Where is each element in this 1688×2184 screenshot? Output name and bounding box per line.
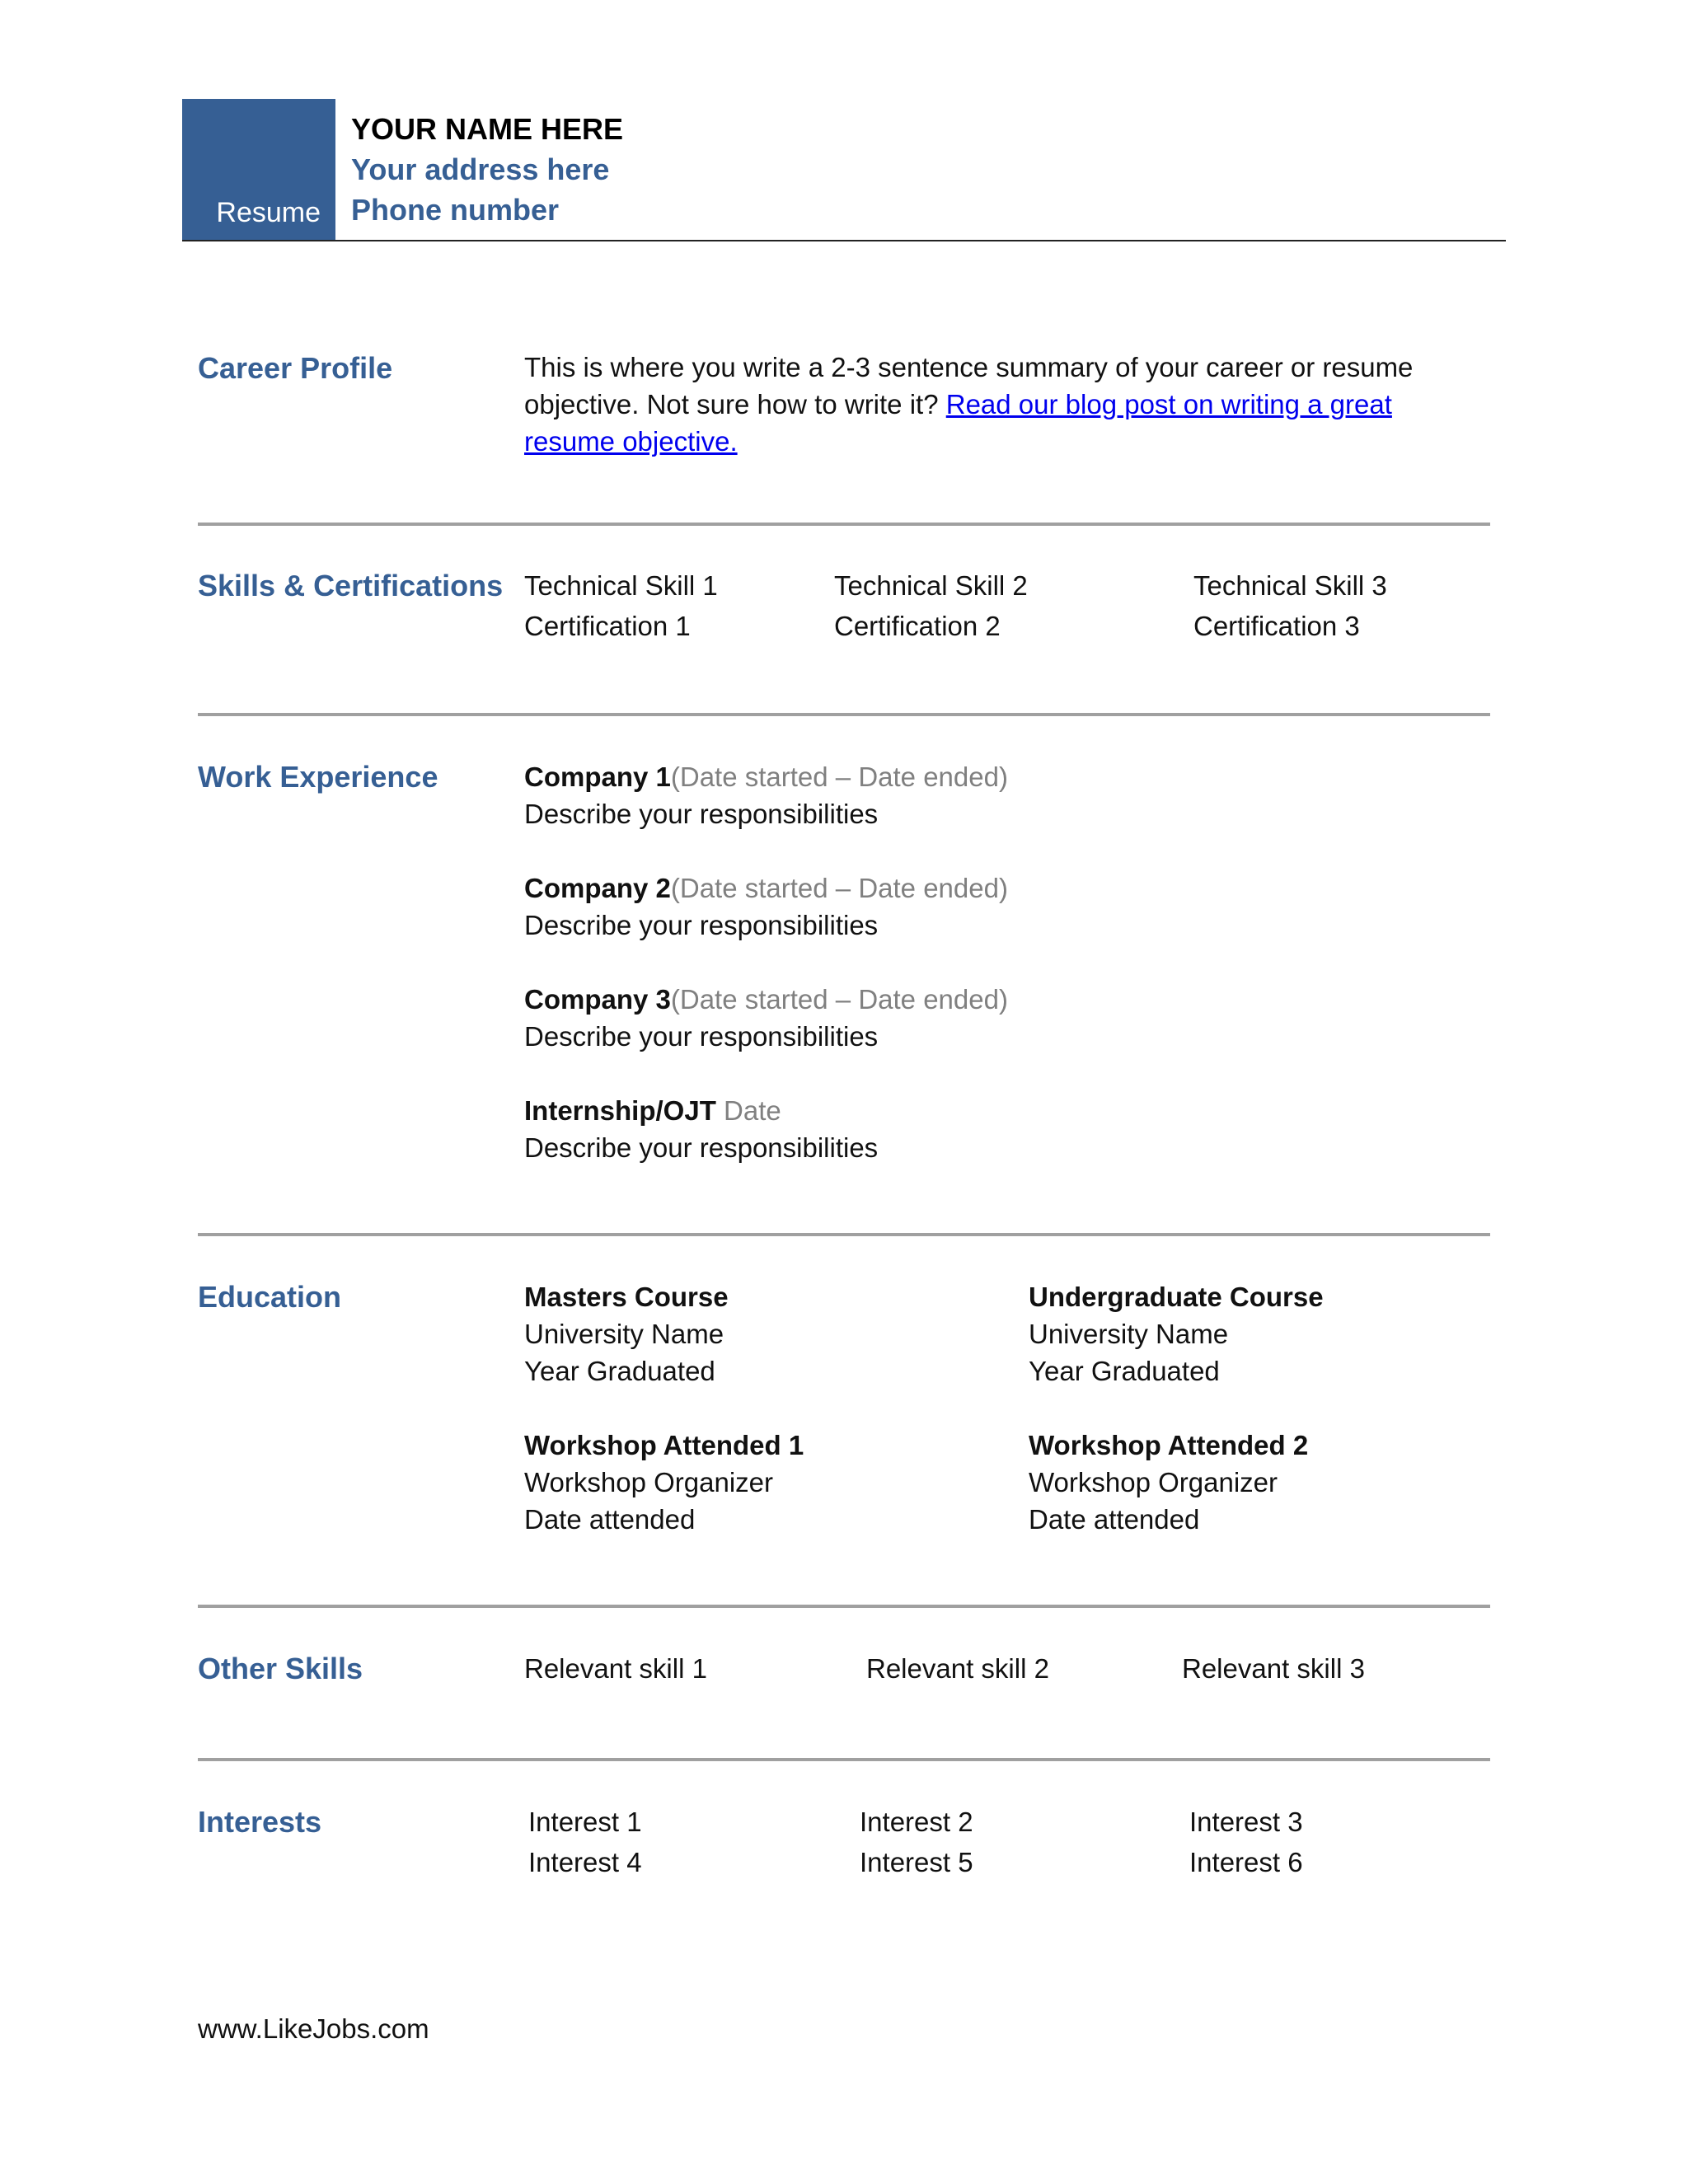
education-detail: Year Graduated — [1029, 1356, 1220, 1386]
career-profile-line-2 — [524, 386, 1392, 423]
career-profile-line-3 — [524, 423, 738, 460]
interest-item: Interest 1 — [528, 1807, 642, 1837]
blog-post-link[interactable]: Read our blog post on writing a great — [945, 389, 1392, 419]
certification-item: Certification 3 — [1193, 611, 1360, 641]
work-dates: (Date started – Date ended) — [670, 873, 1008, 903]
section-label-interests: Interests — [198, 1805, 322, 1839]
interest-item: Interest 3 — [1189, 1807, 1303, 1837]
work-dates: (Date started – Date ended) — [670, 984, 1008, 1015]
section-divider — [198, 713, 1490, 716]
other-skill-item: Relevant skill 3 — [1182, 1653, 1365, 1684]
company-name: Company 2 — [524, 873, 671, 903]
career-profile-text: objective. Not sure how to write it? — [524, 389, 946, 419]
interest-item: Interest 6 — [1189, 1847, 1303, 1877]
skill-item: Technical Skill 2 — [834, 570, 1028, 601]
education-detail: Date attended — [524, 1504, 696, 1535]
section-divider — [198, 523, 1490, 526]
header-divider — [182, 240, 1506, 241]
skill-item: Technical Skill 3 — [1193, 570, 1387, 601]
certification-item: Certification 1 — [524, 611, 691, 641]
section-label-skills: Skills & Certifications — [198, 569, 504, 602]
work-description: Describe your responsibilities — [524, 1021, 879, 1052]
work-entry-heading — [524, 758, 1008, 795]
other-skill-item: Relevant skill 1 — [524, 1653, 707, 1684]
section-divider — [198, 1758, 1490, 1761]
section-label-work-experience: Work Experience — [198, 760, 438, 794]
education-title: Workshop Attended 1 — [524, 1430, 804, 1460]
work-dates: Date — [715, 1095, 781, 1126]
company-name: Internship/OJT — [524, 1095, 716, 1126]
resume-badge — [182, 99, 335, 241]
section-divider — [198, 1605, 1490, 1608]
education-detail: Workshop Organizer — [524, 1467, 774, 1497]
footer-website[interactable]: www.LikeJobs.com — [198, 2013, 429, 2044]
section-label-education: Education — [198, 1280, 342, 1314]
candidate-name: YOUR NAME HERE — [351, 112, 624, 146]
certification-item: Certification 2 — [834, 611, 1001, 641]
blog-post-link-continued[interactable]: resume objective. — [524, 426, 738, 457]
work-entry-heading — [524, 869, 1008, 907]
company-name: Company 1 — [524, 762, 671, 792]
education-detail: Year Graduated — [524, 1356, 715, 1386]
resume-badge-label: Resume — [216, 197, 321, 228]
work-description: Describe your responsibilities — [524, 1132, 879, 1163]
education-detail: Date attended — [1029, 1504, 1200, 1535]
company-name: Company 3 — [524, 984, 671, 1015]
candidate-phone: Phone number — [351, 193, 560, 227]
interest-item: Interest 4 — [528, 1847, 642, 1877]
section-divider — [198, 1233, 1490, 1236]
education-title: Masters Course — [524, 1282, 729, 1312]
candidate-address: Your address here — [351, 152, 610, 186]
work-description: Describe your responsibilities — [524, 910, 879, 940]
education-title: Undergraduate Course — [1029, 1282, 1324, 1312]
skill-item: Technical Skill 1 — [524, 570, 718, 601]
education-title: Workshop Attended 2 — [1029, 1430, 1309, 1460]
interest-item: Interest 2 — [860, 1807, 973, 1837]
section-label-other-skills: Other Skills — [198, 1652, 363, 1685]
work-dates: (Date started – Date ended) — [670, 762, 1008, 792]
education-detail: Workshop Organizer — [1029, 1467, 1278, 1497]
work-entry-heading — [524, 1092, 781, 1129]
work-entry-heading — [524, 981, 1008, 1018]
section-label-career-profile: Career Profile — [198, 351, 393, 385]
career-profile-line-1: This is where you write a 2-3 sentence summary of your career or resume — [524, 352, 1414, 382]
interest-item: Interest 5 — [860, 1847, 973, 1877]
education-detail: University Name — [1029, 1319, 1229, 1349]
other-skill-item: Relevant skill 2 — [866, 1653, 1049, 1684]
education-detail: University Name — [524, 1319, 724, 1349]
work-description: Describe your responsibilities — [524, 799, 879, 829]
